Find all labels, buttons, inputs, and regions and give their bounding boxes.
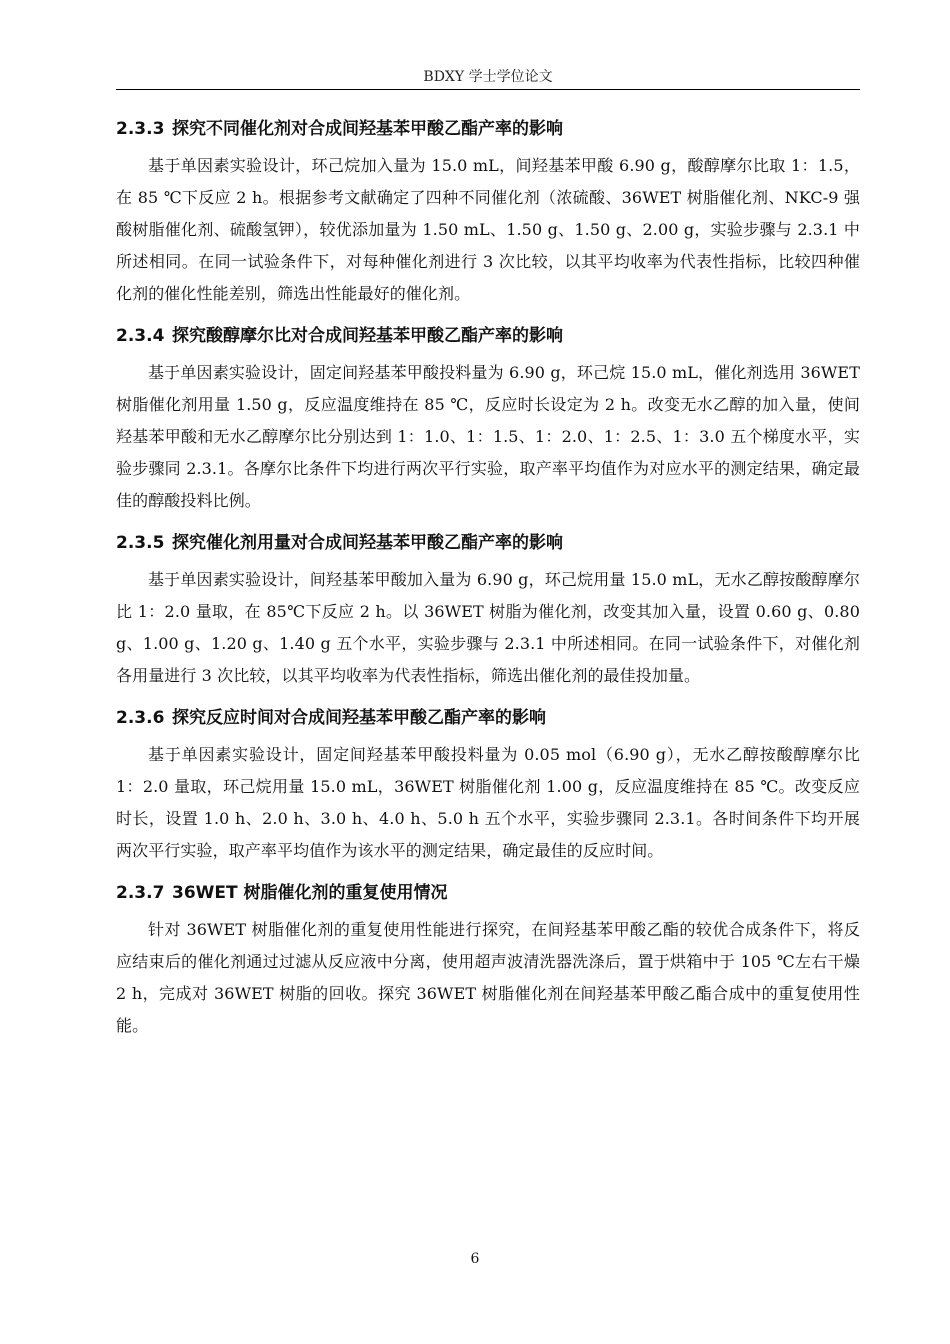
section-heading: [116, 530, 860, 556]
section-2-3-6: [116, 705, 860, 867]
section-number: 2.3.5: [116, 533, 165, 553]
header-rule: [116, 89, 860, 90]
section-2-3-5: [116, 530, 860, 692]
section-paragraph: 针对 36WET 树脂催化剂的重复使用性能进行探究，在间羟基苯甲酸乙酯的较优合成条件下，将反应结束后的催化剂通过过滤从反应液中分离，使用超声波清洗器洗涤后，置于烘箱中于 105 ℃左右干燥 2 h，完成对 36WET 树脂的回收。探究 36WET 树脂催化剂在间羟基苯甲酸乙酯合成中的重复使用性能。: [116, 920, 860, 1035]
section-title: 36WET 树脂催化剂的重复使用情况: [172, 883, 448, 903]
section-2-3-4: [116, 323, 860, 517]
section-paragraph: 基于单因素实验设计，间羟基苯甲酸加入量为 6.90 g，环己烷用量 15.0 mL，无水乙醇按酸醇摩尔比 1：2.0 量取，在 85℃下反应 2 h。以 36WET 树脂为催化剂，改变其加入量，设置 0.60 g、0.80 g、1.00 g、1.20 g、1.40 g 五个水平，实验步骤与 2.3.1 中所述相同。在同一试验条件下，对催化剂各用量进行 3 次比较，以其平均收率为代表性指标，筛选出催化剂的最佳投加量。: [116, 570, 860, 685]
section-title: 探究酸醇摩尔比对合成间羟基苯甲酸乙酯产率的影响: [172, 326, 563, 346]
section-title: 探究反应时间对合成间羟基苯甲酸乙酯产率的影响: [172, 708, 546, 728]
section-heading: [116, 116, 860, 142]
section-paragraph: 基于单因素实验设计，环己烷加入量为 15.0 mL，间羟基苯甲酸 6.90 g，酸醇摩尔比取 1：1.5，在 85 ℃下反应 2 h。根据参考文献确定了四种不同催化剂（浓硫酸、36WET 树脂催化剂、NKC-9 强酸树脂催化剂、硫酸氢钾），较优添加量为 1.50 mL、1.50 g、1.50 g、2.00 g，实验步骤与 2.3.1 中所述相同。在同一试验条件下，对每种催化剂进行 3 次比较，以其平均收率为代表性指标，比较四种催化剂的催化性能差别，筛选出性能最好的催化剂。: [116, 156, 860, 303]
section-paragraph: 基于单因素实验设计，固定间羟基苯甲酸投料量为 0.05 mol（6.90 g），无水乙醇按酸醇摩尔比 1：2.0 量取，环己烷用量 15.0 mL，36WET 树脂催化剂 1.00 g，反应温度维持在 85 ℃。改变反应时长，设置 1.0 h、2.0 h、3.0 h、4.0 h、5.0 h 五个水平，实验步骤同 2.3.1。各时间条件下均开展两次平行实验，取产率平均值作为该水平的测定结果，确定最佳的反应时间。: [116, 745, 860, 860]
page-number: 6: [470, 1251, 480, 1267]
section-title: 探究催化剂用量对合成间羟基苯甲酸乙酯产率的影响: [172, 533, 563, 553]
section-number: 2.3.6: [116, 708, 165, 728]
section-number: 2.3.3: [116, 119, 165, 139]
section-2-3-3: [116, 116, 860, 310]
section-title: 探究不同催化剂对合成间羟基苯甲酸乙酯产率的影响: [172, 119, 563, 139]
running-header: BDXY 学士学位论文: [423, 69, 553, 85]
section-heading: [116, 880, 860, 906]
section-2-3-7: [116, 880, 860, 1042]
section-heading: [116, 705, 860, 731]
section-number: 2.3.7: [116, 883, 165, 903]
section-number: 2.3.4: [116, 326, 165, 346]
document-body: [116, 116, 860, 1055]
section-heading: [116, 323, 860, 349]
section-paragraph: 基于单因素实验设计，固定间羟基苯甲酸投料量为 6.90 g，环己烷 15.0 mL，催化剂选用 36WET 树脂催化剂用量 1.50 g，反应温度维持在 85 ℃，反应时长设定为 2 h。改变无水乙醇的加入量，使间羟基苯甲酸和无水乙醇摩尔比分别达到 1：1.0、1：1.5、1：2.0、1：2.5、1：3.0 五个梯度水平，实验步骤同 2.3.1。各摩尔比条件下均进行两次平行实验，取产率平均值作为对应水平的测定结果，确定最佳的醇酸投料比例。: [116, 363, 860, 510]
